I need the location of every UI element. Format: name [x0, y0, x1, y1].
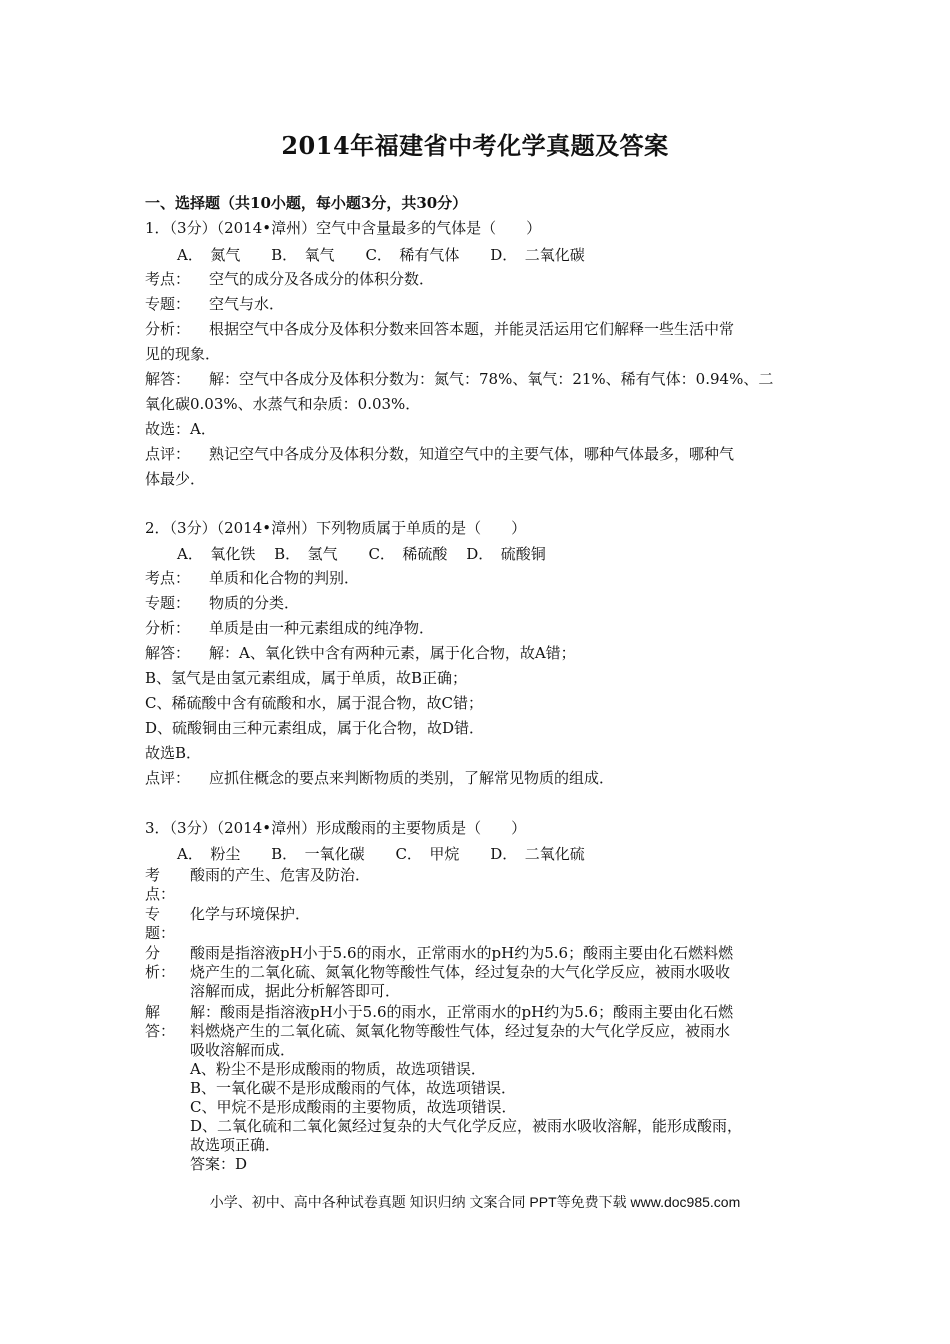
- dianping-text: 熟记空气中各成分及体积分数，知道空气中的主要气体，哪种气体最多，哪种气: [209, 445, 735, 463]
- jieda-label-1: 解: [145, 1003, 161, 1021]
- zhuanti-text: 物质的分类．: [209, 594, 300, 612]
- q3-options: [177, 843, 611, 864]
- zhuanti-text: 化学与环境保护．: [190, 905, 311, 923]
- q2-option-c: C． 稀硫酸: [368, 545, 448, 563]
- q2-answer: 故选B．: [145, 744, 202, 762]
- document-title: 2014年福建省中考化学真题及答案: [281, 131, 669, 160]
- fenxi-text-1: 酸雨是指溶液pH小于5.6的雨水，正常雨水的pH约为5.6；酸雨主要由化石燃料燃: [190, 944, 734, 962]
- jieda-label: 解答：: [145, 644, 191, 662]
- kaodian-text: 酸雨的产生、危害及防治．: [190, 866, 371, 884]
- q3-line-a: A、粉尘不是形成酸雨的物质，故选项错误．: [190, 1060, 486, 1078]
- kaodian-label-2: 点：: [145, 885, 176, 903]
- jieda-text: 解：A、氧化铁中含有两种元素，属于化合物，故A错；: [209, 644, 576, 662]
- section-heading: 一、选择题（共10小题，每小题3分，共30分）: [145, 194, 468, 212]
- q2-line-d: D、硫酸铜由三种元素组成，属于化合物，故D错．: [145, 719, 485, 737]
- q2-option-d: D． 硫酸铜: [466, 545, 546, 563]
- q2-fenxi: [145, 618, 434, 638]
- q1-zhuanti: [145, 294, 284, 314]
- q3-line-c: C、甲烷不是形成酸雨的主要物质，故选项错误．: [190, 1098, 517, 1116]
- q3-line-d1: D、二氧化硫和二氧化氮经过复杂的大气化学反应，被雨水吸收溶解，能形成酸雨，: [190, 1117, 743, 1135]
- q3-jieda: [145, 1003, 845, 1183]
- q3-option-d: D． 二氧化硫: [490, 845, 585, 863]
- q1-jieda-cont: 氧化碳0.03%、水蒸气和杂质：0.03%．: [145, 395, 421, 413]
- page-footer: 小学、初中、高中各种试卷真题 知识归纳 文案合同 PPT等免费下载 www.doc985.com: [209, 1194, 741, 1210]
- q3-line-d2: 故选项正确．: [190, 1136, 281, 1154]
- q3-fenxi: [145, 944, 845, 1004]
- q2-option-b: B． 氢气: [274, 545, 338, 563]
- fenxi-text-3: 溶解而成，据此分析解答即可．: [190, 982, 401, 1000]
- q1-kaodian: [145, 269, 434, 289]
- q2-option-a: A． 氧化铁: [177, 545, 256, 563]
- q3-option-a: A． 粉尘: [177, 845, 241, 863]
- q2-question: 2．（3分）（2014•漳州）下列物质属于单质的是（ ）: [145, 519, 527, 537]
- zhuanti-text: 空气与水．: [209, 295, 285, 313]
- kaodian-label: 考点：: [145, 569, 191, 587]
- q3-option-b: B． 一氧化碳: [271, 845, 365, 863]
- zhuanti-label: 专题：: [145, 295, 191, 313]
- kaodian-label-1: 考: [145, 866, 161, 884]
- jieda-text-3: 吸收溶解而成．: [190, 1041, 296, 1059]
- q1-option-d: D． 二氧化碳: [490, 246, 585, 264]
- q1-option-c: C． 稀有气体: [365, 246, 460, 264]
- q2-options: [177, 543, 572, 564]
- fenxi-text: 根据空气中各成分及体积分数来回答本题，并能灵活运用它们解释一些生活中常: [209, 320, 735, 338]
- fenxi-label-1: 分: [145, 944, 161, 962]
- jieda-label: 解答：: [145, 370, 191, 388]
- fenxi-label: 分析：: [145, 619, 191, 637]
- q3-answer: 答案：D: [190, 1155, 248, 1173]
- q3-option-c: C． 甲烷: [395, 845, 460, 863]
- q3-question: 3．（3分）（2014•漳州）形成酸雨的主要物质是（ ）: [145, 819, 527, 837]
- kaodian-label: 考点：: [145, 270, 191, 288]
- jieda-text-2: 料燃烧产生的二氧化硫、氮氧化物等酸性气体，经过复杂的大气化学反应，被雨水: [190, 1022, 731, 1040]
- q1-options: [177, 244, 611, 265]
- fenxi-text-2: 烧产生的二氧化硫、氮氧化物等酸性气体，经过复杂的大气化学反应，被雨水吸收: [190, 963, 731, 981]
- q1-option-a: A． 氮气: [177, 246, 241, 264]
- q1-answer: 故选：A．: [145, 420, 216, 438]
- q2-jieda: [145, 643, 576, 663]
- jieda-label-2: 答：: [145, 1022, 176, 1040]
- jieda-text: 解：空气中各成分及体积分数为：氮气：78%、氧气：21%、稀有气体：0.94%、二: [209, 370, 774, 388]
- q1-dianping: [145, 444, 734, 464]
- dianping-text: 应抓住概念的要点来判断物质的类别，了解常见物质的组成．: [209, 769, 615, 787]
- fenxi-text: 单质是由一种元素组成的纯净物．: [209, 619, 435, 637]
- q1-fenxi-cont: 见的现象．: [145, 345, 221, 363]
- q2-line-b: B、氢气是由氢元素组成，属于单质，故B正确；: [145, 669, 468, 687]
- kaodian-text: 空气的成分及各成分的体积分数．: [209, 270, 435, 288]
- q1-dianping-cont: 体最少．: [145, 470, 206, 488]
- zhuanti-label: 专题：: [145, 594, 191, 612]
- q2-dianping: [145, 768, 614, 788]
- q2-kaodian: [145, 568, 359, 588]
- kaodian-text: 单质和化合物的判别．: [209, 569, 360, 587]
- q1-question: 1．（3分）（2014•漳州）空气中含量最多的气体是（ ）: [145, 219, 542, 237]
- dianping-label: 点评：: [145, 445, 191, 463]
- fenxi-label: 分析：: [145, 320, 191, 338]
- q1-fenxi: [145, 319, 734, 339]
- q3-zhuanti: [145, 905, 845, 945]
- fenxi-label-2: 析：: [145, 963, 176, 981]
- q1-jieda: [145, 369, 773, 389]
- q2-zhuanti: [145, 593, 299, 613]
- jieda-text-1: 解：酸雨是指溶液pH小于5.6的雨水，正常雨水的pH约为5.6；酸雨主要由化石燃: [190, 1003, 734, 1021]
- q2-line-c: C、稀硫酸中含有硫酸和水，属于混合物，故C错；: [145, 694, 483, 712]
- q1-option-b: B． 氧气: [271, 246, 335, 264]
- dianping-label: 点评：: [145, 769, 191, 787]
- q3-line-b: B、一氧化碳不是形成酸雨的气体，故选项错误．: [190, 1079, 517, 1097]
- zhuanti-label-2: 题：: [145, 924, 176, 942]
- zhuanti-label-1: 专: [145, 905, 161, 923]
- q3-kaodian: [145, 866, 845, 906]
